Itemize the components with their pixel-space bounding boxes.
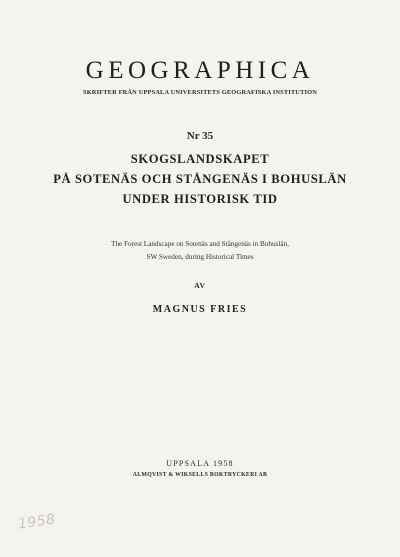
book-title-line: PÅ SOTENÄS OCH STÅNGENÄS I BOHUSLÄN — [53, 172, 347, 186]
english-title-line: The Forest Landscape on Sotenäs and Stångenäs in Bohuslän, — [111, 240, 289, 248]
english-title-line: SW Sweden, during Historical Times — [146, 253, 254, 261]
handwritten-pencil-mark: 1958 — [17, 511, 57, 533]
printer-name: ALMQVIST & WIKSELLS BOKTRYCKERI AB — [132, 472, 268, 478]
byline-label: AV — [194, 281, 206, 290]
series-title: GEOGRAPHICA — [85, 57, 315, 84]
book-title-line: SKOGSLANDSKAPET — [130, 152, 270, 166]
publication-place-year: UPPSALA 1958 — [166, 459, 234, 468]
series-subtitle: SKRIFTER FRÅN UPPSALA UNIVERSITETS GEOGRAFISKA INSTITUTION — [82, 89, 318, 96]
issue-number: Nr 35 — [186, 130, 214, 142]
author-name: MAGNUS FRIES — [152, 304, 248, 315]
book-title-line: UNDER HISTORISK TID — [122, 192, 278, 206]
